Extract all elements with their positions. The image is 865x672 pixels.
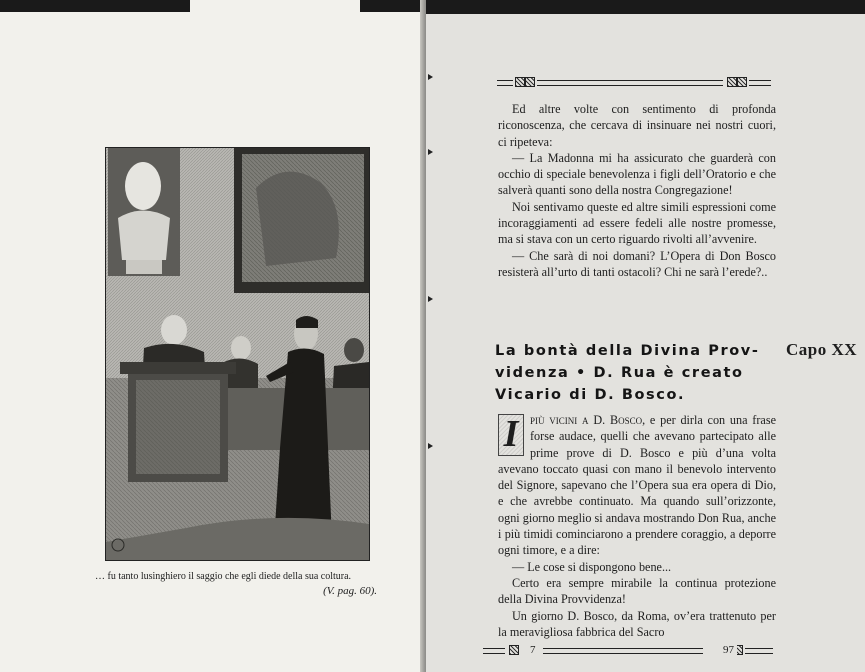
illustration-caption: [95, 570, 377, 598]
paragraph: — Che sarà di noi domani? L’Opera di Don Bosco resisterà all’urto di tanti ostacoli? Chi ne sarà l’erede?..: [498, 248, 776, 279]
top-edge-shadow: [0, 0, 190, 12]
illustration-plate: [105, 147, 370, 561]
chapter-title-line: La bontà della Divina Prov-: [495, 343, 760, 359]
paragraph-rest: e per dirla con una frase forse audace, quelli che avevano partecipato alle prime prove di D. Bosco e più d’una volta avevano toccato quasi con mano il benevolo intervento del Signore, sapevano che l’Opera sua era opera di Dio, e che avrebbe continuato. Ma quando sull’orizzonte, ogni giorno meglio si andava mostrando Don Rua, anche i più timidi cominciarono a prendere coraggio, a deporre ogni timore, e a dire:: [498, 413, 776, 558]
chapter-title-line: Vicario di D. Bosco.: [495, 387, 686, 403]
page-number: 97: [720, 644, 737, 656]
left-page: [0, 0, 425, 672]
paragraph: Certo era sempre mirabile la continua protezione della Divina Provvidenza!: [498, 575, 776, 607]
engraving-image: [106, 148, 369, 560]
drop-cap: I: [498, 414, 524, 456]
caption-text: … fu tanto lusinghiero il saggio che egli diede della sua coltura.: [95, 571, 352, 582]
caption-page-reference: (V. pag. 60).: [323, 585, 377, 597]
chapter-number: Capo XX: [786, 340, 858, 359]
paragraph: — Le cose si dispongono bene...: [512, 559, 672, 574]
paragraph: Un giorno D. Bosco, da Roma, ov’era trattenuto per la meravigliosa fabbrica del Sacro: [498, 608, 776, 639]
chapter-title: [495, 340, 779, 406]
chapter-title-line: videnza • D. Rua è creato: [495, 365, 744, 381]
paragraph: Noi sentivamo queste ed altre simili espressioni come incoraggiamenti ad essere fedeli alle nostre promesse, ma si stava con un certo riguardo rivolti all’avvenire.: [498, 199, 776, 247]
top-edge-shadow: [360, 0, 425, 12]
chapter-text: [498, 412, 776, 640]
opening-words: più vicini a D. Bosco,: [530, 413, 646, 427]
header-ornament: [497, 77, 771, 87]
paragraph: — La Madonna mi ha assicurato che guarderà con occhio di speciale benevolenza i figli dell’Oratorio e che salverà quanti sono della nostra Congregazione!: [498, 150, 776, 198]
intro-text: [498, 101, 776, 280]
signature-mark: 7: [527, 644, 539, 656]
paragraph: Ed altre volte con sentimento di profonda riconoscenza, che cercava di insinuare nei nostri cuori, ci ripeteva:: [498, 102, 776, 149]
top-edge-shadow: [426, 0, 865, 14]
